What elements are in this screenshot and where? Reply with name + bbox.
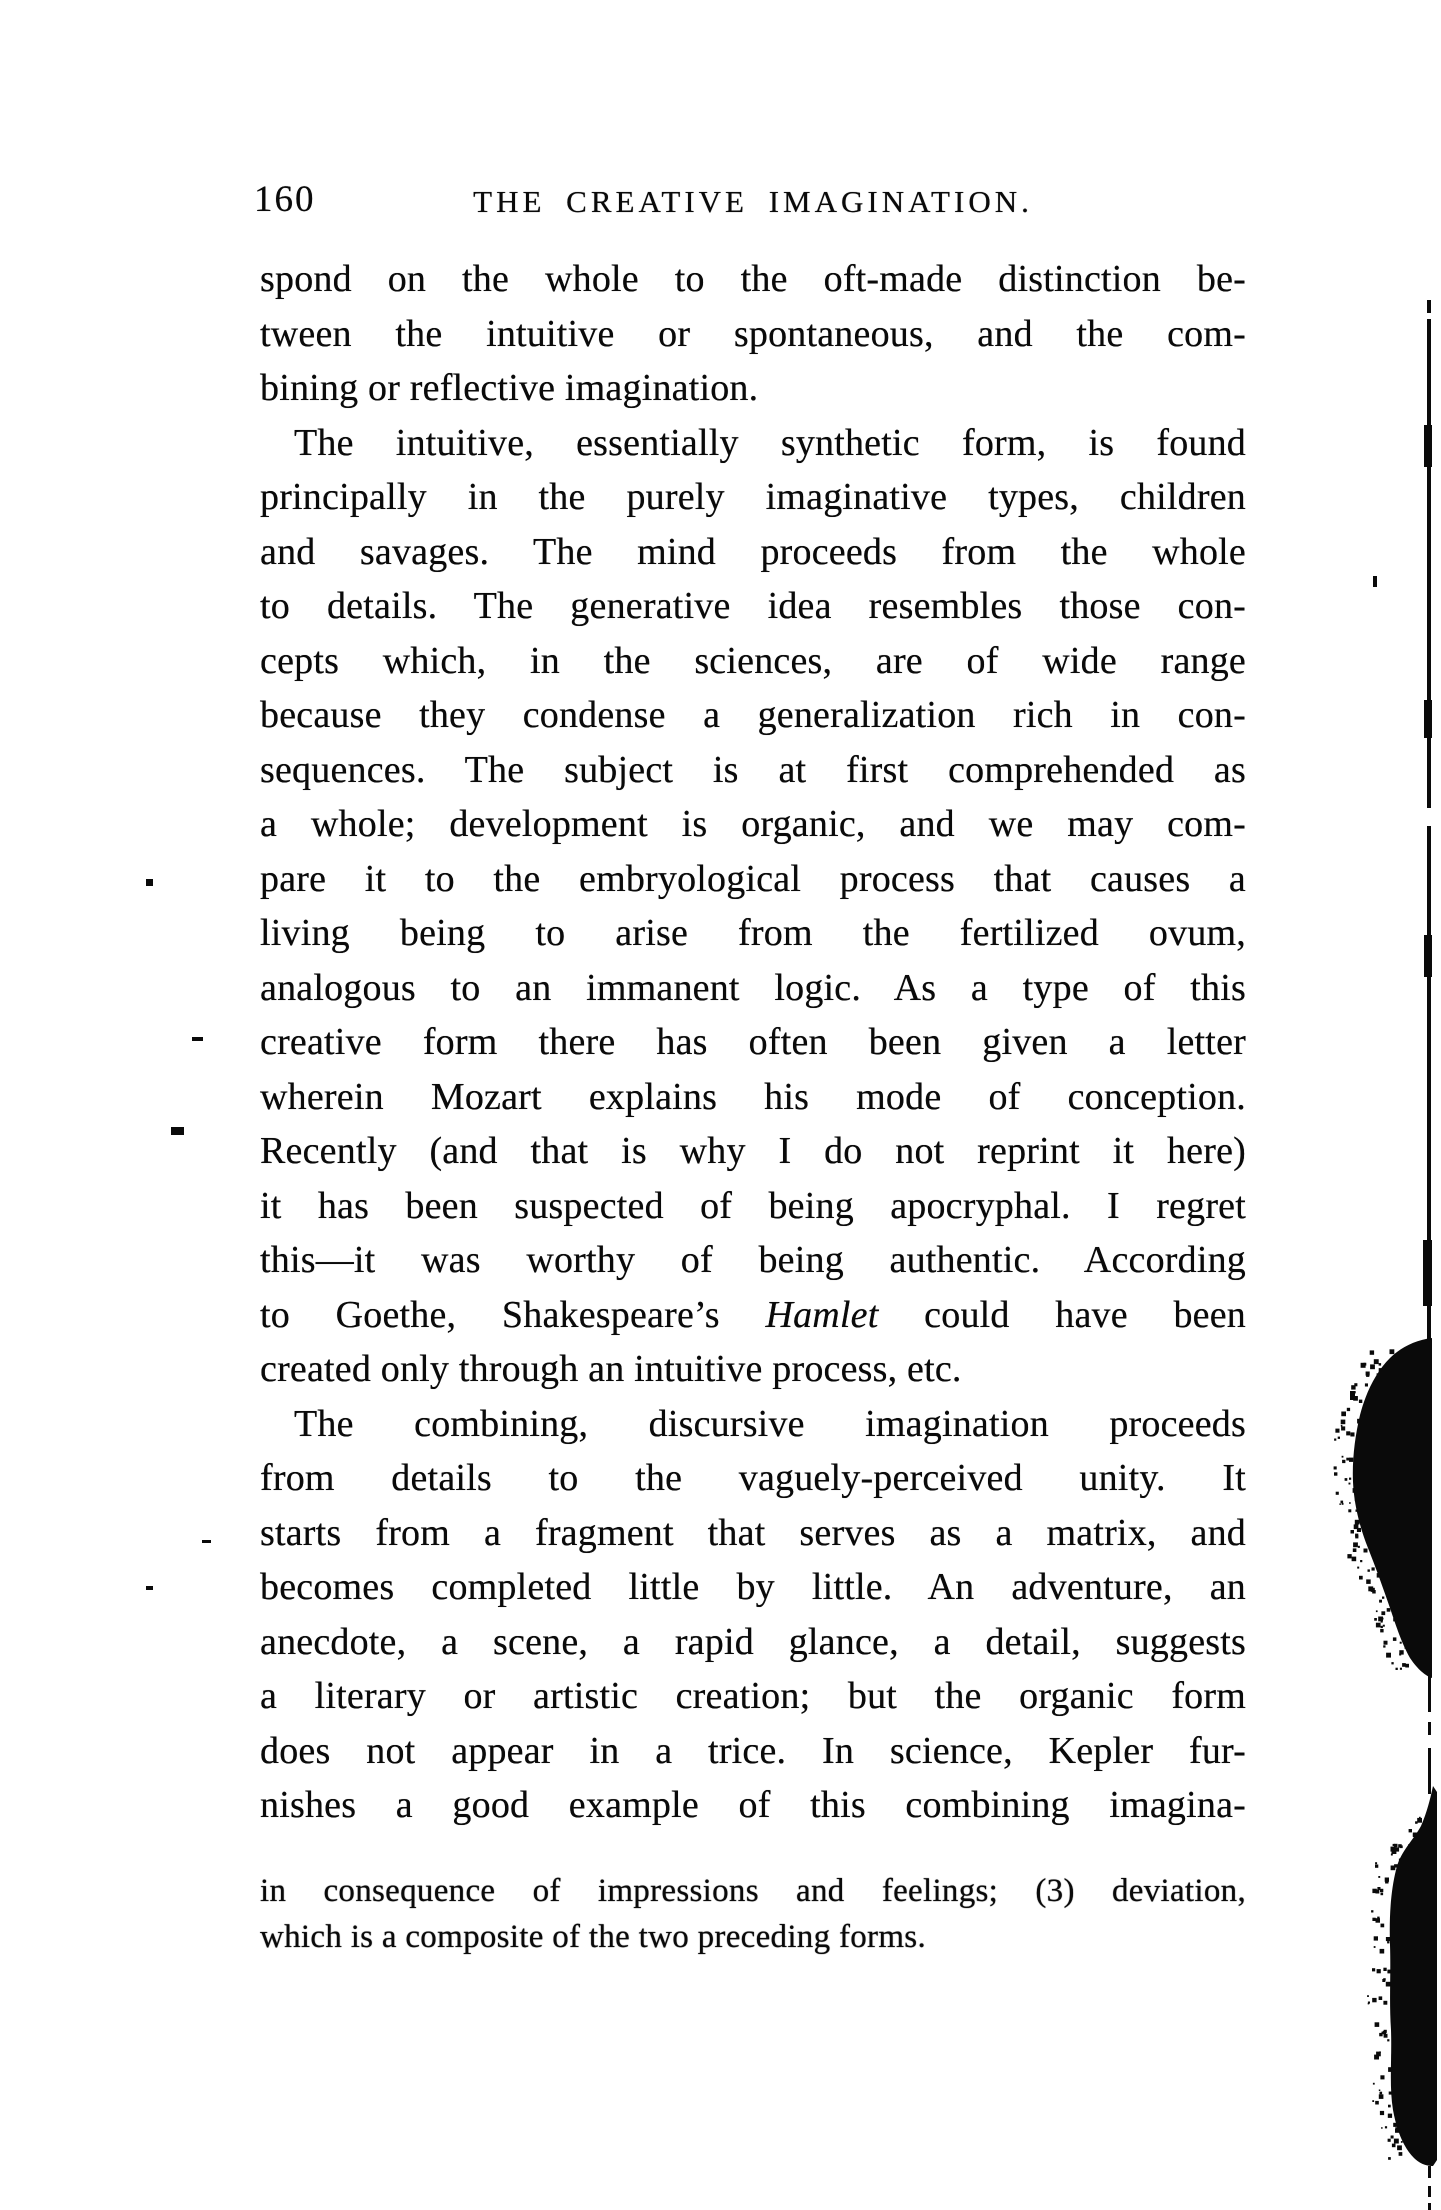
scan-speckle	[1392, 2095, 1395, 2098]
scan-speckle	[1385, 1579, 1388, 1582]
scan-speckle	[1367, 1995, 1369, 1997]
scan-speckle	[1347, 1554, 1351, 1558]
scan-speckle	[1398, 1844, 1402, 1848]
scan-speckle	[1374, 1359, 1379, 1364]
scan-speckle	[1416, 1835, 1418, 1837]
text-segment: cepts which, in the sciences, are of wide range	[260, 639, 1246, 682]
text-line	[260, 1724, 1246, 1779]
scan-speckle	[1341, 1501, 1344, 1504]
scan-speckle	[1359, 1400, 1362, 1403]
scan-speckle	[1402, 1663, 1406, 1667]
scan-speckle	[1366, 1372, 1370, 1376]
scan-speckle	[1355, 1534, 1358, 1537]
scan-speckle	[1335, 1429, 1339, 1433]
scan-speckle	[1370, 1388, 1375, 1393]
scan-speckle	[1372, 1889, 1376, 1893]
scan-speck	[146, 1586, 153, 1590]
scan-speckle	[1376, 1610, 1378, 1612]
text-line	[260, 1451, 1246, 1506]
scan-speckle	[1366, 1374, 1369, 1377]
text-segment: wherein Mozart explains his mode of conception.	[260, 1075, 1246, 1118]
scan-speckle	[1355, 1497, 1359, 1501]
text-segment: because they condense a generalization rich in con-	[260, 694, 1246, 736]
scan-speckle	[1336, 1492, 1339, 1495]
scan-speckle	[1334, 1472, 1337, 1475]
scan-speckle	[1334, 1466, 1337, 1469]
text-line	[260, 906, 1246, 961]
text-segment: sequences. The subject is at first comprehended as	[260, 748, 1246, 791]
scan-speckle	[1372, 2100, 1374, 2102]
scan-speckle	[1381, 1924, 1385, 1928]
scan-speckle	[1382, 1979, 1385, 1982]
text-segment: principally in the purely imaginative types, children	[260, 476, 1246, 518]
scan-speckle	[1372, 1968, 1375, 1971]
scan-speckle	[1361, 1363, 1366, 1368]
text-line	[260, 1397, 1246, 1452]
scan-speckle	[1384, 2034, 1388, 2038]
scan-speckle	[1347, 1408, 1350, 1411]
scan-speckle	[1352, 1557, 1357, 1562]
scan-speckle	[1341, 1426, 1345, 1430]
scan-speckle	[1353, 1396, 1358, 1401]
scan-speckle	[1372, 1918, 1375, 1921]
scan-speckle	[1386, 1937, 1390, 1941]
text-segment: creative form there has often been given a letter	[260, 1021, 1246, 1063]
text-segment: a whole; development is organic, and we may com-	[260, 803, 1246, 845]
scan-speckle	[1387, 2039, 1389, 2041]
scan-speckle	[1355, 1467, 1357, 1469]
scan-speckle	[1357, 1483, 1361, 1487]
text-line	[260, 307, 1246, 362]
scan-speckle	[1341, 1412, 1346, 1417]
scan-speckle	[1395, 1899, 1400, 1904]
scan-speckle	[1339, 1503, 1341, 1505]
text-line	[260, 688, 1246, 743]
text-segment: bining or reflective imagination.	[260, 367, 759, 409]
scan-speckle	[1384, 1641, 1388, 1645]
scan-speckle	[1349, 1502, 1351, 1504]
scan-speckle	[1349, 1483, 1351, 1485]
scan-speck	[171, 1127, 184, 1135]
scan-speck	[1350, 1391, 1355, 1400]
scan-speckle	[1350, 1432, 1354, 1436]
scan-speckle	[1395, 1848, 1399, 1852]
text-line	[260, 634, 1246, 689]
scan-speckle	[1394, 1844, 1398, 1848]
scan-speckle	[1349, 1458, 1353, 1462]
scan-speckle	[1393, 2123, 1397, 2127]
scan-speckle	[1382, 1597, 1384, 1599]
scan-speckle	[1390, 1349, 1395, 1354]
scan-speckle	[1353, 1391, 1355, 1393]
text-line	[260, 743, 1246, 798]
scan-speckle	[1392, 2144, 1396, 2148]
scan-speckle	[1391, 1949, 1396, 1954]
page-number: 160	[254, 179, 316, 220]
scan-speckle	[1389, 2092, 1392, 2095]
scan-speckle	[1391, 1662, 1393, 1664]
scan-speckle	[1375, 1862, 1377, 1864]
text-line	[260, 1070, 1246, 1125]
scan-speckle	[1375, 2101, 1379, 2105]
scan-speckle	[1381, 1621, 1383, 1623]
text-line	[260, 470, 1246, 525]
scan-speck	[202, 1540, 211, 1543]
scan-speckle	[1370, 1350, 1374, 1354]
text-line	[260, 1233, 1246, 1288]
scan-speckle	[1349, 1478, 1351, 1480]
scan-speckle	[1386, 1982, 1391, 1987]
scan-speckle	[1388, 2157, 1391, 2160]
scan-speckle	[1377, 1887, 1380, 1890]
scan-speckle	[1353, 1542, 1358, 1547]
text-segment: becomes completed little by little. An adventure, an	[260, 1566, 1246, 1608]
text-line	[260, 525, 1246, 580]
scan-speckle	[1354, 1383, 1357, 1386]
scan-speckle	[1388, 2105, 1391, 2108]
scan-speckle	[1392, 1918, 1396, 1922]
scan-speckle	[1353, 1548, 1357, 1552]
scan-speckle	[1374, 1946, 1376, 1948]
scan-speckle	[1413, 1833, 1418, 1838]
scan-speckle	[1354, 1524, 1359, 1529]
scan-speckle	[1417, 1818, 1422, 1823]
scan-speckle	[1379, 2090, 1381, 2092]
text-line	[260, 1669, 1246, 1724]
scan-speckle	[1368, 2003, 1370, 2005]
scan-speckle	[1391, 1866, 1396, 1871]
scan-speckle	[1364, 1408, 1368, 1412]
scan-speckle	[1345, 1478, 1348, 1481]
scan-speckle	[1372, 1567, 1375, 1570]
text-segment: this—it was worthy of being authentic. According	[260, 1239, 1246, 1281]
scan-speckle	[1357, 1419, 1362, 1424]
scan-speckle	[1405, 1664, 1409, 1668]
scan-speckle	[1397, 1865, 1399, 1867]
scan-speckle	[1377, 1969, 1381, 1973]
scan-speckle	[1379, 1363, 1382, 1366]
scan-speckle	[1363, 1518, 1367, 1522]
text-segment: could have been	[878, 1293, 1246, 1336]
text-line	[260, 1778, 1246, 1833]
scan-speckle	[1399, 1650, 1403, 1654]
text-line	[260, 1342, 1246, 1397]
scan-speckle	[1355, 1520, 1360, 1525]
scan-speckle	[1413, 1834, 1416, 1837]
scan-speckle	[1388, 2067, 1393, 2072]
scan-speckle	[1379, 2094, 1384, 2099]
scan-speckle	[1394, 2139, 1399, 2144]
scan-speckle	[1391, 1993, 1393, 1995]
scan-speckle	[1353, 1468, 1355, 1470]
footnote	[260, 1868, 1246, 1960]
scan-speckle	[1383, 1968, 1386, 1971]
text-segment: to details. The generative idea resembles those con-	[260, 585, 1246, 627]
scan-speckle	[1371, 1588, 1375, 1592]
scan-speckle	[1393, 1844, 1395, 1846]
scan-speckle	[1408, 1844, 1411, 1847]
scan-speckle	[1387, 1970, 1391, 1974]
scan-speckle	[1338, 1437, 1340, 1439]
scan-speckle	[1379, 2051, 1381, 2053]
scan-speckle	[1387, 1941, 1389, 1943]
scan-speckle	[1380, 1629, 1383, 1632]
scan-speckle	[1384, 2030, 1387, 2033]
scan-speckle	[1397, 2145, 1402, 2150]
scan-speckle	[1381, 1893, 1384, 1896]
scan-speckle	[1368, 2002, 1370, 2004]
text-segment: living being to arise from the fertilized ovum,	[260, 912, 1246, 954]
scan-speckle	[1382, 1618, 1384, 1620]
text-segment: pare it to the embryological process that causes a	[260, 857, 1246, 900]
text-line	[260, 1179, 1246, 1234]
scan-artifact-speckles	[1334, 1349, 1422, 2160]
scan-speckle	[1379, 2033, 1382, 2036]
text-segment: Recently (and that is why I do not reprint it here)	[260, 1130, 1246, 1172]
scan-speckle	[1375, 1890, 1379, 1894]
scan-speckle	[1357, 1567, 1359, 1569]
scan-speckle	[1391, 1854, 1393, 1856]
scan-speckle	[1394, 2103, 1397, 2106]
text-line	[260, 1124, 1246, 1179]
scan-speckle	[1399, 2152, 1403, 2156]
scan-speckle	[1400, 1668, 1402, 1670]
scan-speckle	[1364, 1363, 1367, 1366]
scan-speckle	[1380, 2111, 1384, 2115]
scan-speckle	[1392, 1905, 1395, 1908]
scan-speckle	[1366, 1539, 1368, 1541]
scan-speckle	[1377, 1559, 1380, 1562]
scan-artifact-edge-line	[1423, 300, 1432, 2210]
scan-speckle	[1385, 2126, 1387, 2128]
text-segment: does not appear in a trice. In science, Kepler fur-	[260, 1729, 1246, 1772]
text-segment: to Goethe, Shakespeare’s	[260, 1293, 766, 1336]
text-line	[260, 1615, 1246, 1670]
scan-speckle	[1391, 2136, 1394, 2139]
scan-speckle	[1396, 1668, 1398, 1670]
scan-speckle	[1368, 1586, 1373, 1591]
scan-speckle	[1397, 2113, 1400, 2116]
scan-speckle	[1378, 1617, 1383, 1622]
scan-speckle	[1391, 1847, 1396, 1852]
scan-speckle	[1376, 1623, 1381, 1628]
scan-speckle	[1378, 1876, 1380, 1878]
scan-speckle	[1403, 1855, 1406, 1858]
text-line	[260, 416, 1246, 471]
scan-speckle	[1353, 1488, 1358, 1493]
text-segment: spond on the whole to the oft-made distinction be-	[260, 258, 1246, 300]
footnote-line	[260, 1868, 1246, 1914]
scan-speckle	[1401, 2141, 1403, 2143]
scan-speckle	[1377, 1917, 1379, 1919]
scan-speckle	[1341, 1420, 1346, 1425]
scan-speckle	[1342, 1456, 1344, 1458]
text-segment: The intuitive, essentially synthetic form, is found	[294, 421, 1246, 464]
text-segment: The combining, discursive imagination proceeds	[294, 1402, 1246, 1445]
scan-speckle	[1394, 1864, 1397, 1867]
text-segment: in consequence of impressions and feelings; (3) deviation,	[260, 1873, 1246, 1909]
scan-speckle	[1380, 1889, 1383, 1892]
scan-speckle	[1392, 1849, 1397, 1854]
scan-speckle	[1351, 1530, 1355, 1534]
scan-speckle	[1366, 1579, 1371, 1584]
text-line	[260, 579, 1246, 634]
scan-speckle	[1400, 1642, 1402, 1644]
scan-speckle	[1374, 2055, 1379, 2060]
scan-speckle	[1387, 1608, 1391, 1612]
footnote-line	[260, 1914, 1246, 1960]
scan-speckle	[1404, 1859, 1408, 1863]
scan-speckle	[1356, 1510, 1358, 1512]
scan-speckle	[1371, 1910, 1373, 1912]
scan-speckle	[1386, 1653, 1391, 1658]
scan-speckle	[1385, 1880, 1388, 1883]
text-line	[260, 797, 1246, 852]
scan-speckle	[1390, 1602, 1392, 1604]
scan-speckle	[1375, 1361, 1377, 1363]
scan-speckle	[1368, 1569, 1370, 1571]
text-segment: it has been suspected of being apocryphal. I regret	[260, 1184, 1246, 1227]
body-text	[260, 252, 1246, 1833]
scan-speckle	[1388, 2114, 1392, 2118]
scan-artifact-blob-top	[1353, 1338, 1432, 1678]
scan-speckle	[1379, 1368, 1384, 1373]
scan-speckle	[1419, 1817, 1421, 1819]
text-segment: analogous to an immanent logic. As a type of this	[260, 966, 1246, 1009]
scan-speckle	[1374, 1618, 1377, 1621]
scan-speck	[192, 1037, 203, 1041]
scan-speckle	[1404, 1862, 1407, 1865]
scan-speckle	[1400, 2130, 1404, 2134]
text-segment: from details to the vaguely-perceived unity. It	[260, 1457, 1246, 1499]
scan-speckle	[1357, 1438, 1360, 1441]
scan-speckle	[1370, 1364, 1375, 1369]
text-segment: a literary or artistic creation; but the organic form	[260, 1675, 1246, 1717]
text-segment: which is a composite of the two preceding forms.	[260, 1919, 926, 1955]
scan-speckle	[1376, 2052, 1381, 2057]
page-header	[254, 178, 1246, 222]
scan-speckle	[1363, 1420, 1368, 1425]
scan-speckle	[1383, 1625, 1385, 1627]
scan-speckle	[1377, 1573, 1382, 1578]
scan-speckle	[1384, 1365, 1386, 1367]
scan-speckle	[1400, 1845, 1403, 1848]
scan-speckle	[1389, 1363, 1391, 1365]
scan-speckle	[1346, 1458, 1349, 1461]
scan-speckle	[1391, 1952, 1395, 1956]
text-line	[260, 1506, 1246, 1561]
scan-speckle	[1392, 2061, 1395, 2064]
scan-speckle	[1386, 1587, 1389, 1590]
scan-speckle	[1380, 2075, 1384, 2079]
text-segment: tween the intuitive or spontaneous, and the com-	[260, 312, 1246, 355]
scan-speckle	[1385, 1878, 1389, 1882]
scan-speckle	[1393, 1637, 1397, 1641]
scan-speckle	[1360, 1560, 1362, 1562]
scan-speckle	[1365, 1383, 1368, 1386]
scan-speckle	[1341, 1425, 1343, 1427]
text-line	[260, 1015, 1246, 1070]
scan-speckle	[1342, 1460, 1345, 1463]
text-line	[260, 252, 1246, 307]
scan-speckle	[1410, 1846, 1413, 1849]
scan-speckle	[1381, 1611, 1385, 1615]
italic-book-title: Hamlet	[765, 1293, 879, 1336]
scan-speckle	[1409, 1829, 1412, 1832]
scan-speckle	[1375, 2022, 1380, 2027]
scan-speckle	[1381, 1626, 1383, 1628]
text-line	[260, 1288, 1246, 1343]
scan-speckle	[1381, 2127, 1383, 2129]
scan-speckle	[1372, 1998, 1376, 2002]
scan-artifact-ink-blobs	[1353, 1338, 1437, 2166]
scan-speckle	[1395, 2129, 1399, 2133]
scan-speckle	[1383, 2001, 1387, 2005]
scan-speckle	[1375, 1865, 1378, 1868]
scan-speckle	[1348, 1509, 1351, 1512]
text-line	[260, 961, 1246, 1016]
scan-speckle	[1373, 2083, 1375, 2085]
scan-artifact-blob-bottom	[1390, 1786, 1437, 2166]
scan-speckle	[1374, 1936, 1378, 1940]
scan-speck	[1373, 576, 1377, 587]
scan-speckle	[1383, 1645, 1385, 1647]
scan-speckle	[1355, 1535, 1358, 1538]
text-line	[260, 1560, 1246, 1615]
scan-speckle	[1358, 1546, 1360, 1548]
scan-speckle	[1377, 1373, 1380, 1376]
scan-speck	[146, 879, 153, 886]
running-header-title: THE CREATIVE IMAGINATION.	[473, 184, 1033, 219]
scan-speckle	[1393, 1618, 1397, 1622]
scan-speckle	[1359, 1576, 1363, 1580]
scan-speckle	[1399, 1654, 1401, 1656]
scan-speckle	[1382, 2032, 1385, 2035]
scan-speckle	[1391, 2054, 1396, 2059]
scan-speckle	[1380, 1949, 1385, 1954]
scan-speckle	[1383, 2031, 1386, 2034]
scan-speckle	[1357, 1528, 1361, 1532]
scan-speckle	[1391, 2070, 1393, 2072]
scan-speckle	[1383, 1978, 1386, 1981]
text-segment: and savages. The mind proceeds from the whole	[260, 530, 1246, 573]
scan-speckle	[1376, 1918, 1381, 1923]
scan-speckle	[1395, 2127, 1399, 2131]
scan-speckle	[1399, 1859, 1404, 1864]
scan-speckle	[1415, 1821, 1418, 1824]
text-line	[260, 852, 1246, 907]
text-line	[260, 361, 1246, 416]
scan-speckle	[1364, 1549, 1368, 1553]
scan-speckle	[1346, 1431, 1350, 1435]
scan-speckle	[1379, 1996, 1383, 2000]
scan-speckle	[1380, 2092, 1383, 2095]
text-segment: created only through an intuitive process, etc.	[260, 1348, 962, 1390]
text-segment: nishes a good example of this combining imagina-	[260, 1784, 1246, 1826]
scan-speckle	[1414, 1648, 1417, 1651]
scan-speckle	[1342, 1503, 1344, 1505]
scan-speckle	[1388, 2139, 1391, 2142]
scan-speckle	[1372, 1590, 1376, 1594]
scan-speckle	[1351, 1385, 1355, 1389]
text-segment: anecdote, a scene, a rapid glance, a detail, suggests	[260, 1620, 1246, 1663]
scan-speckle	[1405, 1645, 1409, 1649]
scan-speckle	[1334, 1439, 1336, 1441]
text-segment: starts from a fragment that serves as a matrix, and	[260, 1511, 1246, 1554]
scan-speckle	[1379, 1600, 1382, 1603]
